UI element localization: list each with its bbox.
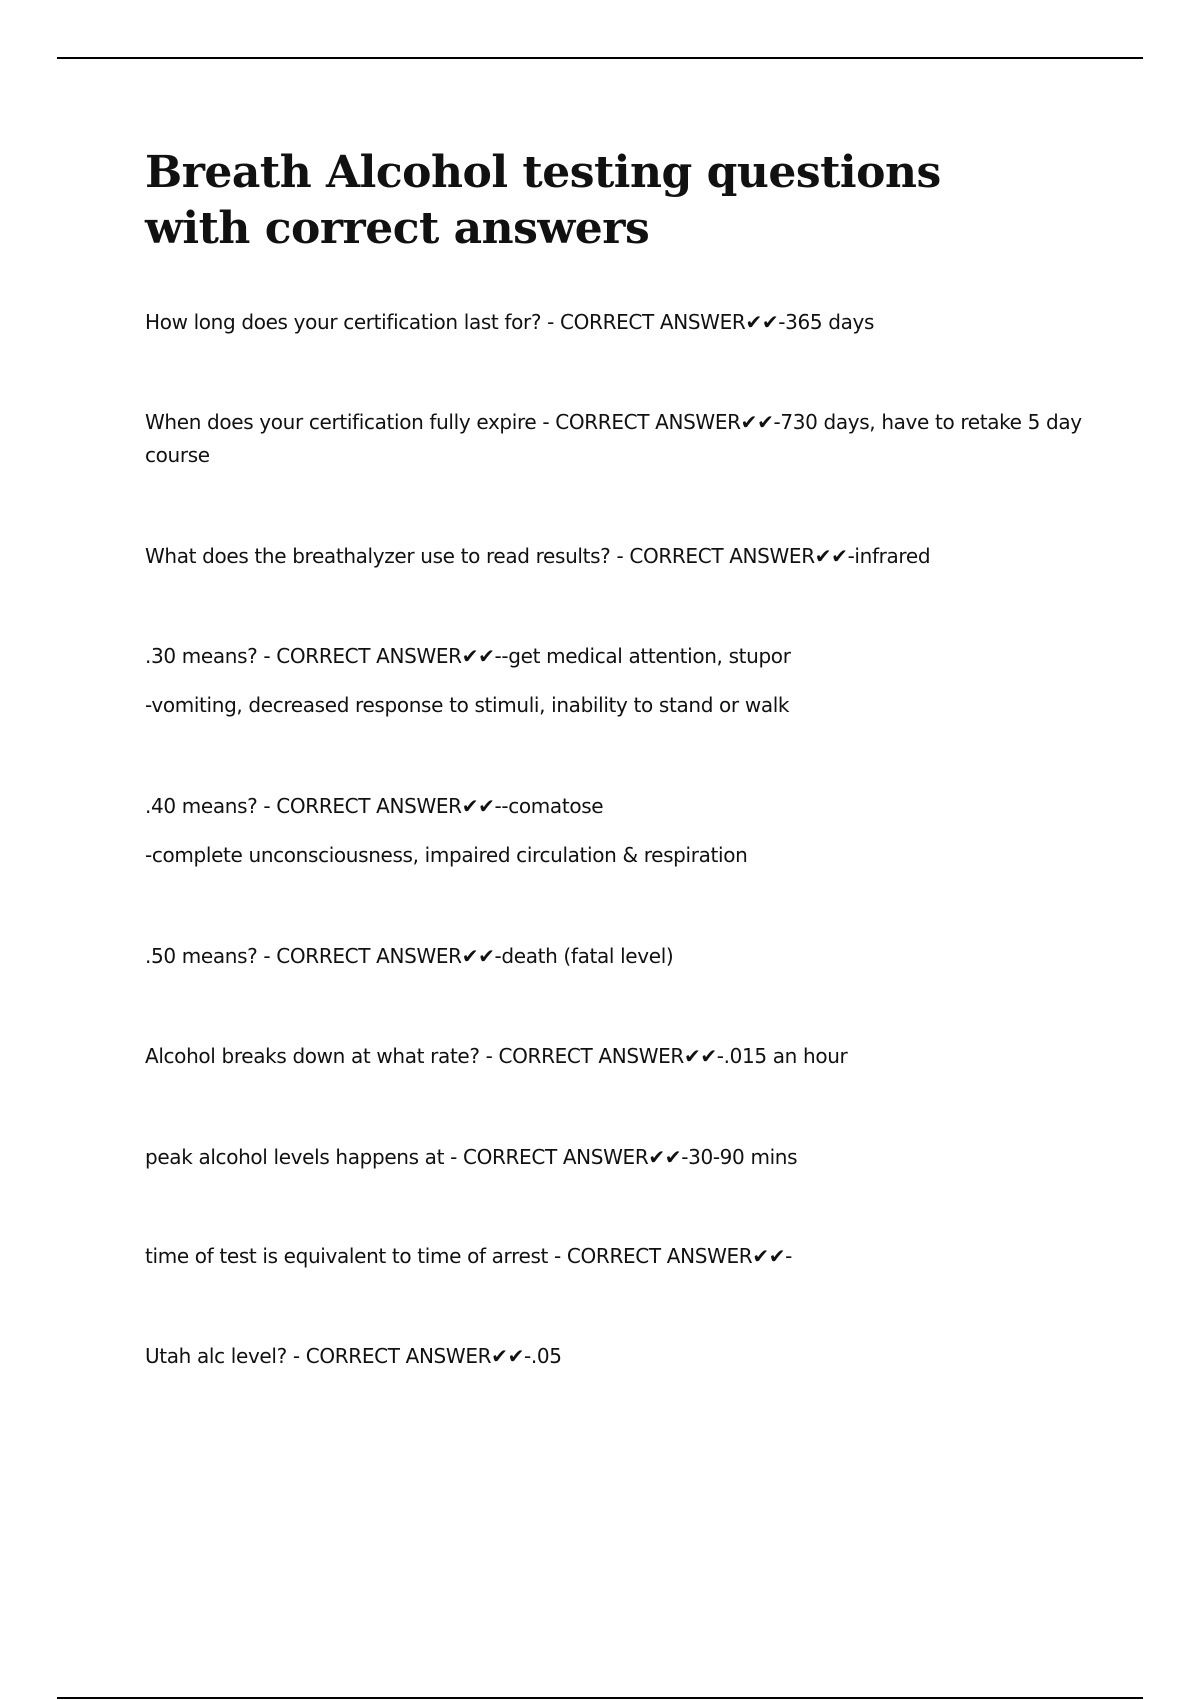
qa-text-continued: -vomiting, decreased response to stimuli, inability to stand or walk: [145, 693, 790, 717]
qa-text: What does the breathalyzer use to read results? - CORRECT ANSWER✔✔-infrared: [145, 544, 931, 568]
bottom-divider: [57, 1697, 1143, 1699]
qa-text: .50 means? - CORRECT ANSWER✔✔-death (fatal level): [145, 944, 674, 968]
qa-text: peak alcohol levels happens at - CORRECT ANSWER✔✔-30-90 mins: [145, 1145, 798, 1169]
qa-text: Alcohol breaks down at what rate? - CORRECT ANSWER✔✔-.015 an hour: [145, 1044, 848, 1068]
qa-entry: [145, 790, 1085, 872]
qa-entry: [145, 1040, 1085, 1073]
top-divider: [57, 57, 1143, 59]
qa-text: time of test is equivalent to time of arrest - CORRECT ANSWER✔✔-: [145, 1244, 793, 1268]
qa-text: .40 means? - CORRECT ANSWER✔✔--comatose: [145, 794, 604, 818]
qa-text: When does your certification fully expire - CORRECT ANSWER✔✔-730 days, have to retake 5 day course: [145, 410, 1082, 467]
qa-entry: [145, 1141, 1085, 1174]
qa-text: Utah alc level? - CORRECT ANSWER✔✔-.05: [145, 1344, 562, 1368]
qa-entry: [145, 640, 1085, 722]
qa-entry: [145, 306, 1085, 339]
qa-entry: [145, 940, 1085, 973]
qa-text: .30 means? - CORRECT ANSWER✔✔--get medical attention, stupor: [145, 644, 791, 668]
qa-entry: [145, 540, 1085, 573]
qa-text-continued: -complete unconsciousness, impaired circulation & respiration: [145, 843, 748, 867]
qa-entry: [145, 1240, 1085, 1273]
qa-entry: [145, 1340, 1085, 1373]
qa-text: How long does your certification last for? - CORRECT ANSWER✔✔-365 days: [145, 310, 875, 334]
qa-entry: [145, 406, 1085, 472]
document-title: Breath Alcohol testing questions with correct answers: [145, 147, 941, 254]
